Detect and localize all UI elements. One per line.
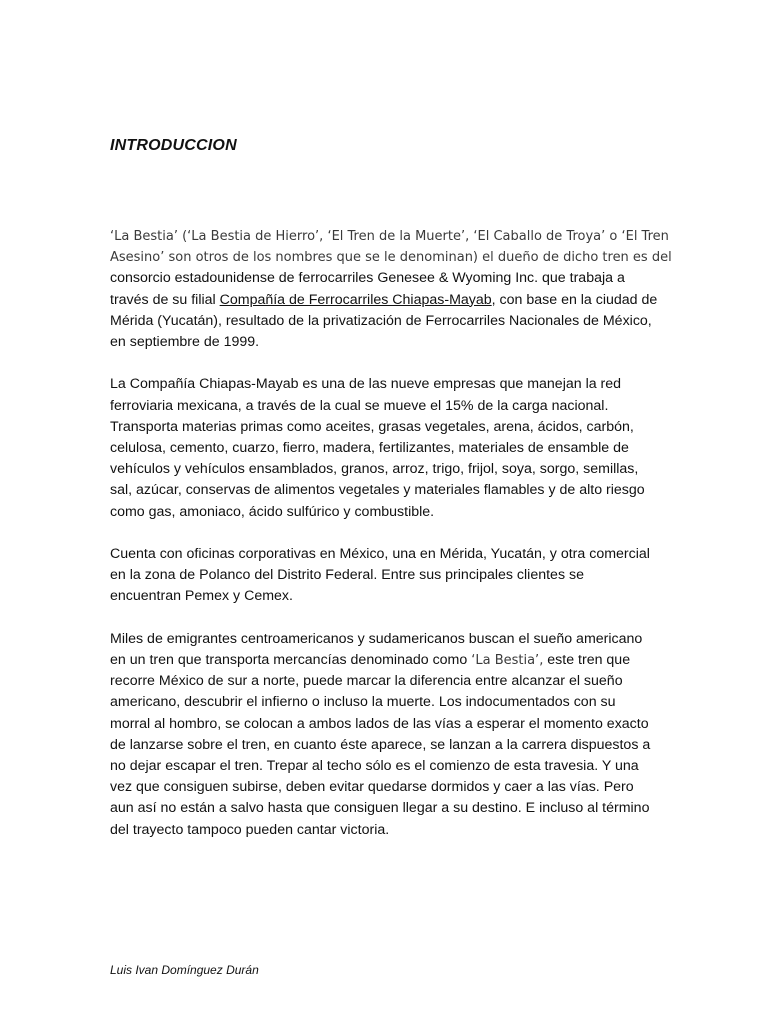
text-fragment: través de su filial — [110, 291, 220, 308]
text-line: Transporta materias primas como aceites, grasas vegetales, arena, ácidos, carbón, — [110, 418, 634, 435]
text-line: en septiembre de 1999. — [110, 334, 260, 351]
text-line — [110, 290, 666, 311]
text-line: como gas, amoniaco, ácido sulfúrico y combustible. — [110, 503, 435, 520]
document-body — [110, 226, 672, 862]
text-line: ferroviaria mexicana, a través de la cual se mueve el 15% de la carga nacional. — [110, 397, 609, 414]
paragraph-4 — [110, 629, 666, 841]
chiapas-mayab-link[interactable]: Compañía de Ferrocarriles Chiapas-Mayab — [219, 291, 492, 308]
text-line: Asesino’ son otros de los nombres que se le denominan) el dueño de dicho tren es del — [110, 250, 672, 266]
text-line: del trayecto tampoco pueden cantar victoria. — [110, 821, 390, 838]
text-line: encuentran Pemex y Cemex. — [110, 588, 293, 605]
paragraph-3 — [110, 544, 666, 608]
text-fragment: este tren que — [543, 652, 631, 669]
text-line: de lanzarse sobre el tren, en cuanto éste aparece, se lanzan a la carrera dispuestos a — [110, 736, 651, 753]
text-line: aun así no están a salvo hasta que consiguen llegar a su destino. E incluso al término — [110, 800, 650, 817]
text-line: ‘La Bestia’ (‘La Bestia de Hierro’, ‘El Tren de la Muerte’, ‘El Caballo de Troya’ o ‘El Tren — [110, 229, 669, 244]
paragraph-2 — [110, 374, 666, 522]
text-line: Cuenta con oficinas corporativas en México, una en Mérida, Yucatán, y otra comercial — [110, 546, 650, 563]
text-line: recorre México de sur a norte, puede marcar la diferencia entre alcanzar el sueño — [110, 673, 623, 690]
text-fragment: en un tren que transporta mercancías denominado como — [110, 652, 472, 669]
text-line: sal, azúcar, conservas de alimentos vegetales y materiales flamables y de alto riesgo — [110, 482, 645, 499]
text-line — [110, 650, 666, 671]
text-line: vez que consiguen subirse, deben evitar quedarse dormidos y caer a las vías. Pero — [110, 779, 634, 796]
text-line: Miles de emigrantes centroamericanos y sudamericanos buscan el sueño americano — [110, 630, 643, 647]
text-line: Mérida (Yucatán), resultado de la privatización de Ferrocarriles Nacionales de México, — [110, 312, 652, 329]
text-line: vehículos y vehículos ensamblados, granos, arroz, trigo, frijol, soya, sorgo, semillas, — [110, 461, 639, 478]
text-line: en la zona de Polanco del Distrito Federal. Entre sus principales clientes se — [110, 567, 584, 584]
paragraph-1 — [110, 226, 672, 353]
text-line: La Compañía Chiapas-Mayab es una de las nueve empresas que manejan la red — [110, 376, 622, 393]
text-line: no dejar escapar el tren. Trepar al techo sólo es el comienzo de esta travesia. Y una — [110, 758, 639, 775]
text-line: consorcio estadounidense de ferrocarriles Genesee & Wyoming Inc. que trabaja a — [110, 270, 625, 287]
author-footer: Luis Ivan Domínguez Durán — [110, 963, 259, 977]
text-line: morral al hombro, se colocan a ambos lados de las vías a esperar el momento exacto — [110, 715, 649, 732]
la-bestia-quote: ‘La Bestia’, — [471, 653, 544, 669]
page-title: INTRODUCCION — [110, 137, 237, 154]
text-line: americano, descubrir el infierno o incluso la muerte. Los indocumentados con su — [110, 694, 616, 711]
text-fragment: , con base en la ciudad de — [491, 291, 658, 308]
text-line: celulosa, cemento, cuarzo, fierro, madera, fertilizantes, materiales de ensamble de — [110, 440, 629, 457]
